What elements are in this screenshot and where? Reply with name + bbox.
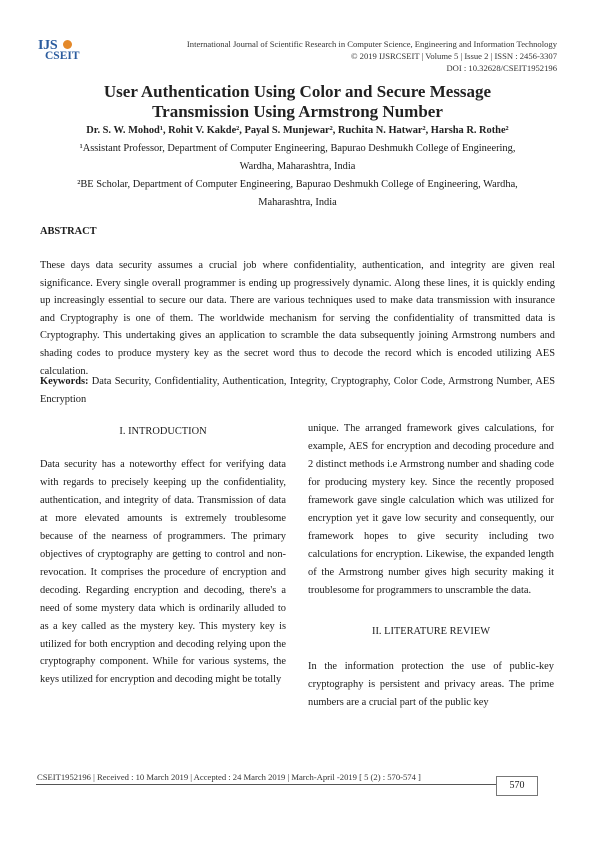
left-column [40,456,286,689]
title-line-2: Transmission Using Armstrong Number [152,102,443,121]
paper-title [40,82,555,122]
affiliation-2-line-2: Maharashtra, India [258,196,337,208]
abstract-heading: ABSTRACT [40,226,97,237]
section-heading-introduction: I. INTRODUCTION [119,426,207,437]
footer-divider [36,784,496,785]
right-column [308,420,554,600]
page-number: 570 [496,776,538,796]
affiliation-1 [40,140,555,175]
logo-dot-icon [63,40,72,49]
intro-paragraph: Data security has a noteworthy effect for verifying data with regards to precisely keeping up the confidentiality, authentication, and integrity of data. Transmission of data at more elevated amounts is extremely troublesome because of the nearness of programmers. The primary objectives of cryptography are getting to control and non-revocation. It comprises the procedure of encryption and decoding. Regarding encryption and decoding, there's a need of some mystery data which is ordinarily alluded to as a key called as the mystery key. This mystery key is utilized for both encryption and decoding relying upon the cryptography component. While for various systems, the keys utilized for encryption and decoding might be totally [40,459,286,686]
keywords-label: Keywords: [40,376,89,387]
section-heading-literature-review: II. LITERATURE REVIEW [371,626,491,637]
affiliation-1-line-2: Wardha, Maharashtra, India [239,160,356,172]
journal-logo [38,38,90,66]
intro-paragraph-continued: unique. The arranged framework gives calculations, for example, AES for encryption and decoding procedure and 2 distinct methods i.e Armstrong number and shading code for producing mystery key. Since the recently proposed framework gave single calculation which was utilized for encryption yet it gave low security and consequently, our framework hopes to give security including two calculations for encryption. Likewise, the expanded length of the Armstrong number gives high security making it troublesome for programmers to unscramble the data. [308,423,554,596]
affiliation-2-line-1: ²BE Scholar, Department of Computer Engineering, Bapurao Deshmukh College of Engineering, Wardha, [77,179,518,190]
logo-text-top: IJS [38,38,58,53]
journal-name: International Journal of Scientific Research in Computer Science, Engineering and Information Technology [186,39,557,49]
title-line-1: User Authentication Using Color and Secure Message [103,82,492,101]
keywords-list: Data Security, Confidentiality, Authentication, Integrity, Cryptography, Color Code, Armstrong Number, AES Encryption [40,376,555,405]
keywords [40,373,555,408]
journal-meta: © 2019 IJSRCSEIT | Volume 5 | Issue 2 | ISSN : 2456-3307 [350,51,557,62]
authors: Dr. S. W. Mohod¹, Rohit V. Kakde², Payal S. Munjewar², Ruchita N. Hatwar², Harsha R. Rothe² [86,125,509,136]
logo-text-bottom: CSEIT [45,50,80,62]
footer-citation: CSEIT1952196 | Received : 10 March 2019 | Accepted : 24 March 2019 | March-April -2019 [ 5 (2) : 570-574 ] [37,772,421,782]
affiliation-2 [40,176,555,211]
literature-paragraph: In the information protection the use of public-key cryptography is persistent and privacy areas. The prime numbers are a crucial part of the public key [308,661,554,708]
doi: DOI : 10.32628/CSEIT1952196 [446,63,557,74]
journal-header [187,38,557,75]
abstract-text: These days data security assumes a crucial job where confidentiality, authentication, and integrity are given real significance. Every single overall programmer is ending up progressively dynamic. Along these lines, it is quickly ending up increasingly essential to secure our data. There are various techniques used to make data transmission with insurance and Cryptography is one of them. The worldwide mechanism for serving the confidentiality of transmitted data is Cryptography. This undertaking gives an application to scramble the data subsequently joining Armstrong numbers and shading codes to produce mystery key as the secret word thus to decode the record which is encoded utilizing AES calculation. [40,260,555,377]
affiliation-1-line-1: ¹Assistant Professor, Department of Computer Engineering, Bapurao Deshmukh College of Engineering, [79,143,516,154]
